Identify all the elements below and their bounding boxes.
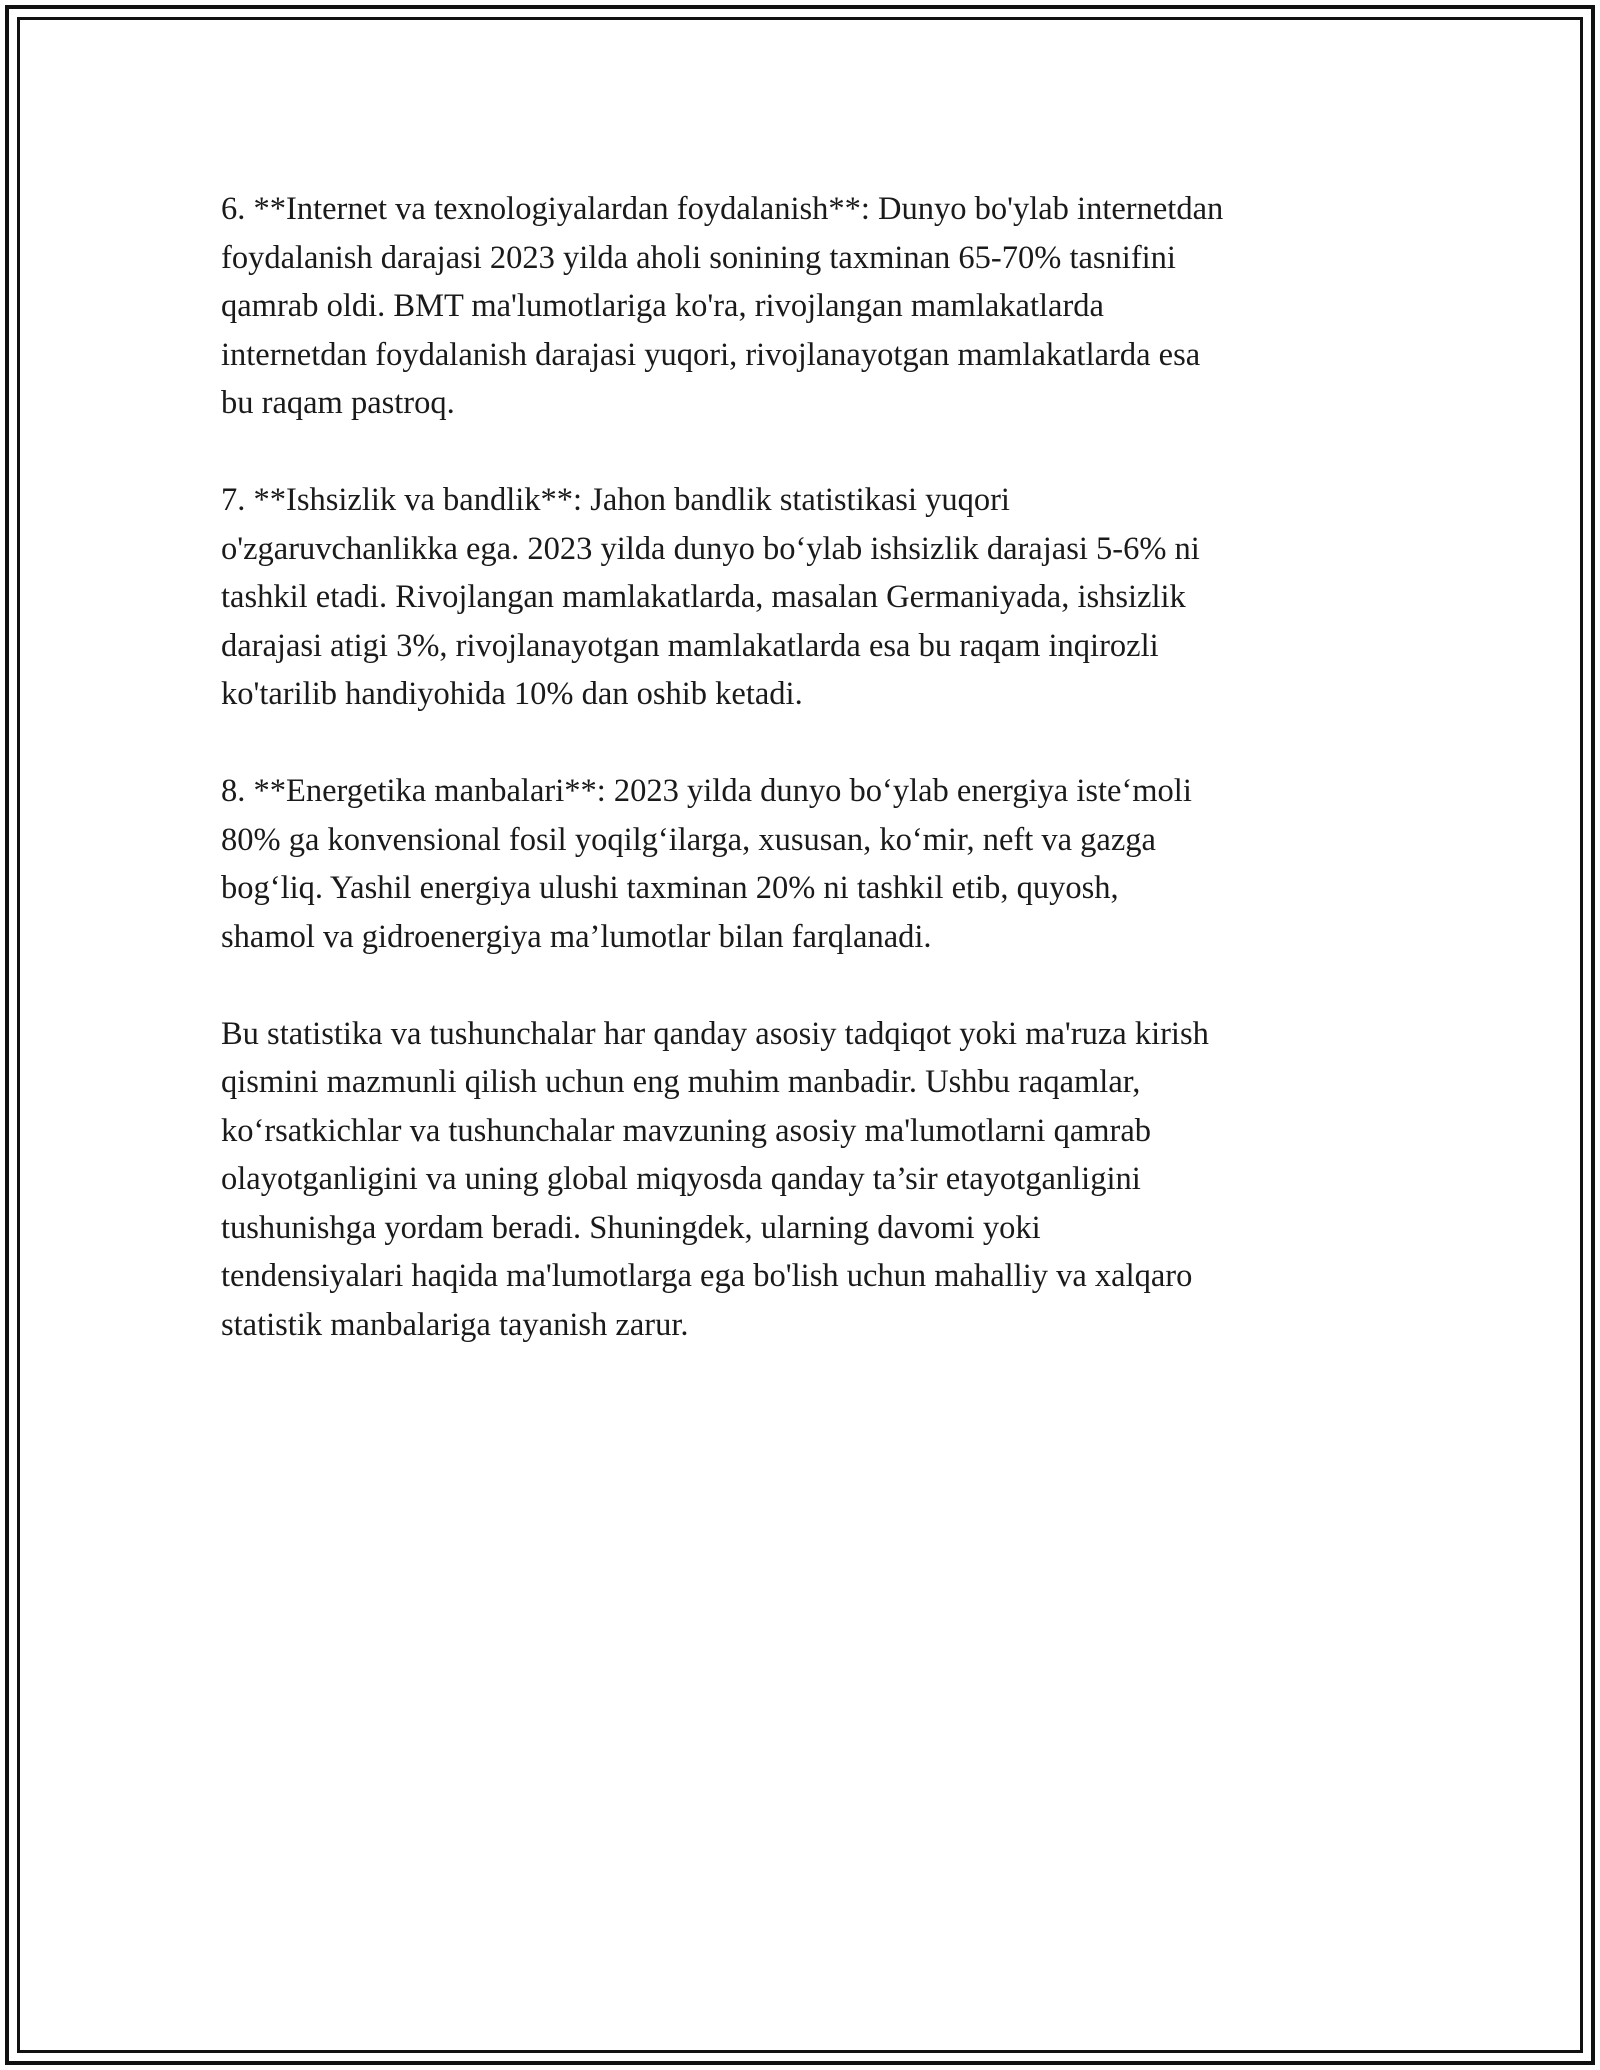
text-line: tashkil etadi. Rivojlangan mamlakatlarda, masalan Germaniyada, ishsizlik [221,579,1186,615]
text-line: qismini mazmunli qilish uchun eng muhim manbadir. Ushbu raqamlar, [221,1064,1141,1100]
text-line: 7. **Ishsizlik va bandlik**: Jahon bandlik statistikasi yuqori [221,482,1010,518]
document-body [221,185,1401,1398]
text-line: shamol va gidroenergiya ma’lumotlar bilan farqlanadi. [221,918,932,955]
paragraph-internet-usage [221,185,1401,428]
text-line: ko'tarilib handiyohida 10% dan oshib ketadi. [221,676,803,712]
text-line: statistik manbalariga tayanish zarur. [221,1306,689,1343]
text-line: foydalanish darajasi 2023 yilda aholi sonining taxminan 65-70% tasnifini [221,239,1176,276]
paragraph-energy-sources [221,767,1401,961]
text-line: o'zgaruvchanlikka ega. 2023 yilda dunyo bo‘ylab ishsizlik darajasi 5-6% ni [221,530,1200,567]
text-line: tushunishga yordam beradi. Shuningdek, ularning davomi yoki [221,1209,1041,1246]
text-line: olayotganligini va uning global miqyosda qanday ta’sir etayotganligini [221,1161,1141,1197]
paragraph-conclusion [221,1010,1401,1350]
text-line: 8. **Energetika manbalari**: 2023 yilda dunyo bo‘ylab energiya iste‘moli [221,773,1192,809]
text-line: 6. **Internet va texnologiyalardan foydalanish**: Dunyo bo'ylab internetdan [221,191,1224,227]
text-line: qamrab oldi. BMT ma'lumotlariga ko'ra, rivojlangan mamlakatlarda [221,288,1104,324]
text-line: 80% ga konvensional fosil yoqilg‘ilarga, xususan, ko‘mir, neft va gazga [221,821,1156,858]
text-line: bu raqam pastroq. [221,385,455,421]
paragraph-unemployment [221,476,1401,719]
text-line: internetdan foydalanish darajasi yuqori, rivojlanayotgan mamlakatlarda esa [221,336,1201,373]
text-line: bog‘liq. Yashil energiya ulushi taxminan 20% ni tashkil etib, quyosh, [221,870,1119,906]
text-line: tendensiyalari haqida ma'lumotlarga ega bo'lish uchun mahalliy va xalqaro [221,1258,1193,1294]
text-line: Bu statistika va tushunchalar har qanday asosiy tadqiqot yoki ma'ruza kirish [221,1015,1209,1052]
text-line: ko‘rsatkichlar va tushunchalar mavzuning asosiy ma'lumotlarni qamrab [221,1112,1152,1149]
text-line: darajasi atigi 3%, rivojlanayotgan mamlakatlarda esa bu raqam inqirozli [221,627,1159,664]
